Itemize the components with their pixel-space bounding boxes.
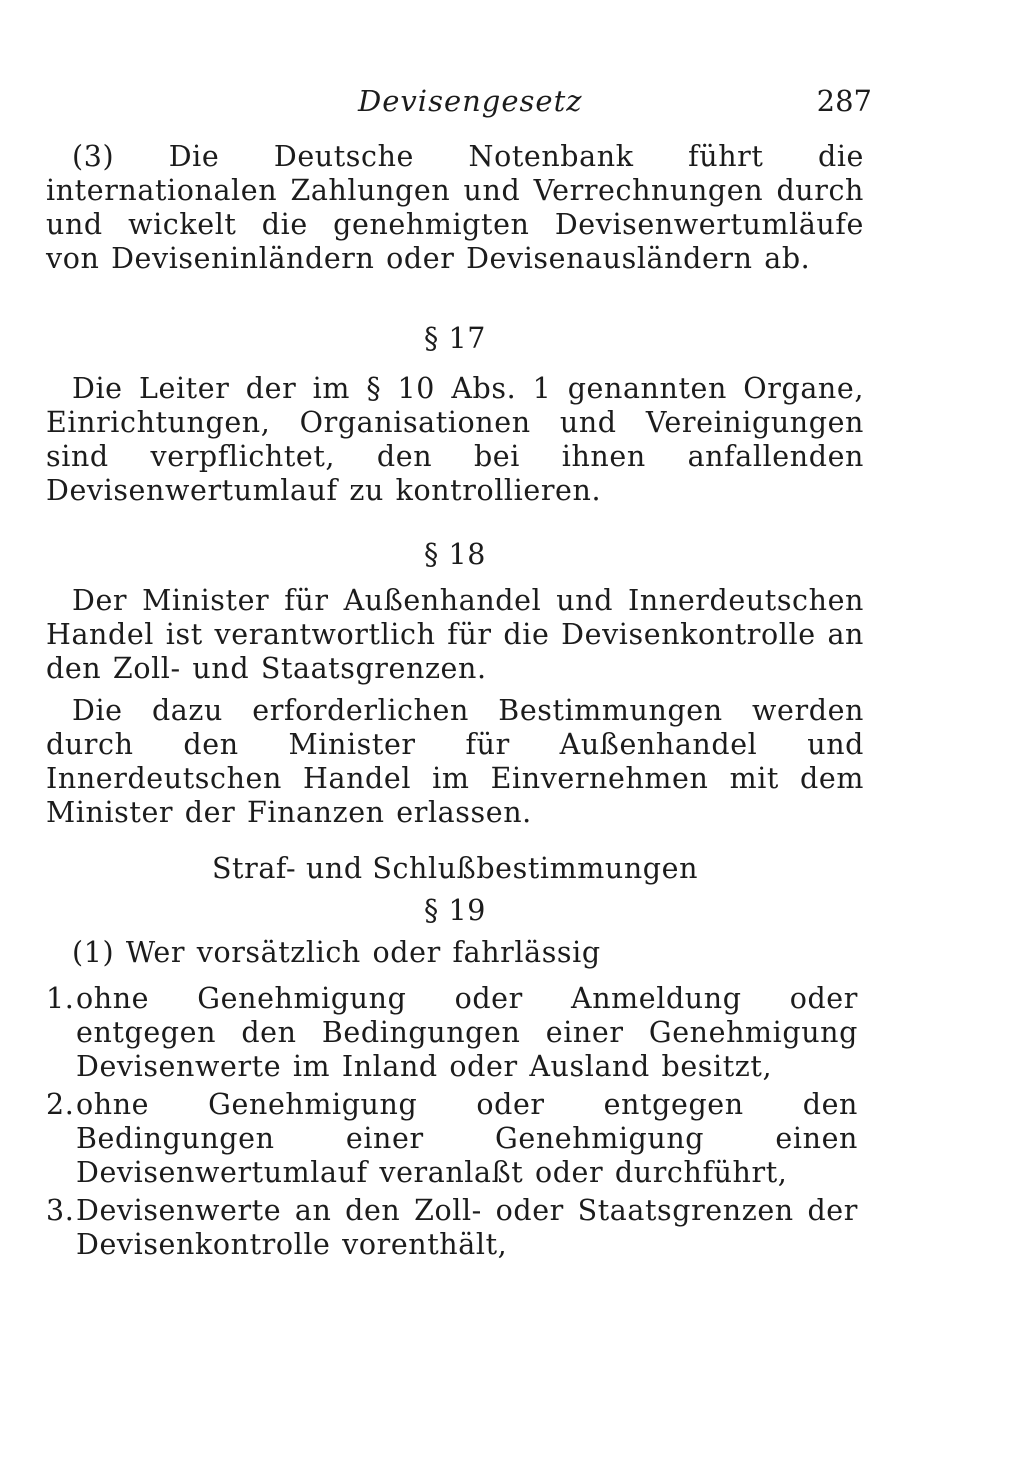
paragraph-18-1: Der Minister für Außenhandel und Innerdeutschen Handel ist verantwortlich für die Devisenkontrolle an den Zoll- und Staatsgrenzen. [46, 584, 864, 685]
paragraph-17: Die Leiter der im § 10 Abs. 1 genannten Organe, Einrichtungen, Organisationen und Vereinigungen sind verpflichtet, den bei ihnen anfallenden Devisenwertumlauf zu kontrollieren. [46, 372, 864, 507]
list-item-text: ohne Genehmigung oder Anmeldung oder entgegen den Bedingungen einer Genehmigung Devisenwerte im Inland oder Ausland besitzt, [76, 982, 858, 1083]
list-item-text: Devisenwerte an den Zoll- oder Staatsgrenzen der Devisenkontrolle vorenthält, [76, 1194, 858, 1261]
list-item [46, 982, 858, 1084]
section-heading-19: § 19 [424, 894, 486, 927]
paragraph-16-3: (3) Die Deutsche Notenbank führt die internationalen Zahlungen und Verrechnungen durch und wickelt die genehmigten Devisenwertumläufe von Deviseninländern oder Devisenausländern ab. [46, 140, 864, 275]
list-item [46, 1088, 858, 1190]
section-title: Straf- und Schlußbestimmungen [211, 852, 699, 885]
section-heading-17: § 17 [424, 322, 486, 355]
offense-list [46, 982, 858, 1266]
list-item-number: 2. [46, 1088, 75, 1121]
paragraph-19-1: (1) Wer vorsätzlich oder fahrlässig [72, 936, 601, 969]
section-heading-18: § 18 [424, 538, 486, 571]
paragraph-18-2: Die dazu erforderlichen Bestimmungen werden durch den Minister für Außenhandel und Innerdeutschen Handel im Einvernehmen mit dem Minister der Finanzen erlassen. [46, 694, 864, 829]
page-header [46, 84, 872, 128]
page-number: 287 [816, 84, 872, 118]
list-item-text: ohne Genehmigung oder entgegen den Bedingungen einer Genehmigung einen Devisenwertumlauf veranlaßt oder durchführt, [76, 1088, 858, 1189]
list-item [46, 1194, 858, 1262]
list-item-number: 3. [46, 1194, 75, 1227]
running-title: Devisengesetz [358, 84, 583, 118]
list-item-number: 1. [46, 982, 75, 1015]
